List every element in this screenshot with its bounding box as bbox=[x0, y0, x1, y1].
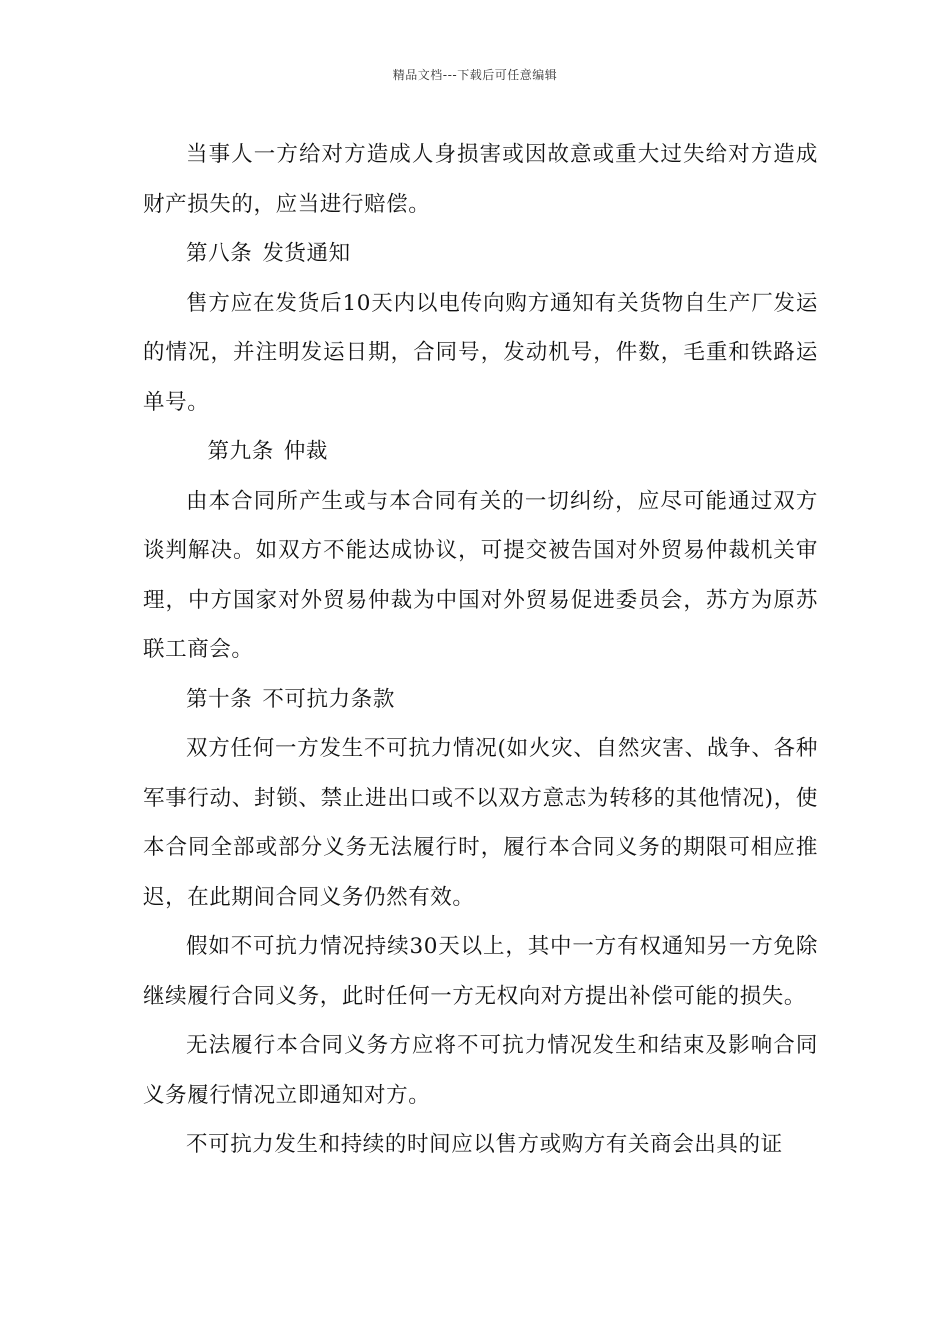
paragraph-arbitration: 由本合同所产生或与本合同有关的一切纠纷，应尽可能通过双方谈判解决。如双方不能达成协议，可提交被告国对外贸易仲裁机关审理，中方国家对外贸易仲裁为中国对外贸易促进委员会，苏方为原苏联工商会。 bbox=[143, 488, 818, 662]
article-8-number: 第八条 bbox=[186, 241, 253, 266]
article-9-number: 第九条 bbox=[207, 439, 274, 464]
article-9-heading bbox=[143, 427, 818, 477]
page-header: 精品文档---下载后可任意编辑 bbox=[392, 68, 558, 82]
paragraph-shipping-notice: 售方应在发货后10天内以电传向购方通知有关货物自生产厂发运的情况，并注明发运日期，合同号，发动机号，件数，毛重和铁路运单号。 bbox=[143, 290, 818, 415]
article-10-heading bbox=[143, 675, 818, 725]
document-body bbox=[143, 130, 818, 1170]
article-10-title: 不可抗力条款 bbox=[262, 686, 395, 712]
article-8-title: 发货通知 bbox=[262, 241, 351, 266]
article-8-heading bbox=[143, 229, 818, 279]
paragraph-force-majeure-duration: 假如不可抗力情况持续30天以上，其中一方有权通知另一方免除继续履行合同义务，此时任何一方无权向对方提出补偿可能的损失。 bbox=[143, 934, 818, 1009]
article-9-title: 仲裁 bbox=[283, 439, 329, 464]
paragraph-force-majeure: 双方任何一方发生不可抗力情况(如火灾、自然灾害、战争、各种军事行动、封锁、禁止进出口或不以双方意志为转移的其他情况)，使本合同全部或部分义务无法履行时，履行本合同义务的期限可相应推迟，在此期间合同义务仍然有效。 bbox=[143, 736, 818, 910]
article-10-number: 第十条 bbox=[186, 686, 253, 712]
paragraph-force-majeure-notice: 无法履行本合同义务方应将不可抗力情况发生和结束及影响合同义务履行情况立即通知对方。 bbox=[143, 1033, 818, 1108]
paragraph-force-majeure-certificate: 不可抗力发生和持续的时间应以售方或购方有关商会出具的证 bbox=[186, 1132, 783, 1157]
paragraph-compensation: 当事人一方给对方造成人身损害或因故意或重大过失给对方造成财产损失的，应当进行赔偿。 bbox=[143, 142, 818, 217]
